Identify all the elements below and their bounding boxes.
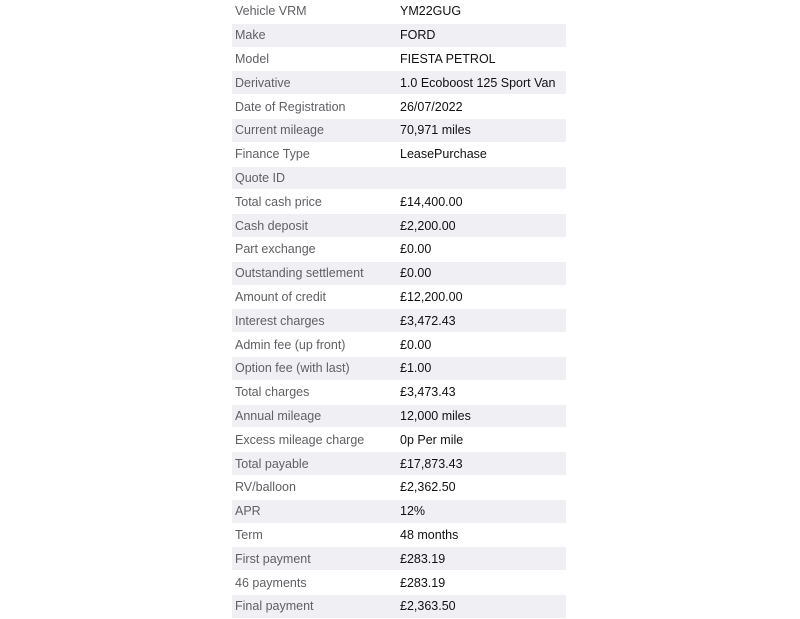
row-value: £283.19	[400, 551, 446, 566]
row-label: Date of Registration	[235, 99, 346, 114]
table-row-make	[232, 24, 566, 48]
row-value: FORD	[400, 28, 436, 43]
table-row-apr	[232, 500, 566, 524]
table-row-outstanding-settlement	[232, 262, 566, 286]
row-label: Interest charges	[235, 313, 325, 328]
row-value: £0.00	[400, 266, 432, 281]
row-label: Finance Type	[235, 147, 310, 162]
row-value: 1.0 Ecoboost 125 Sport Van	[400, 75, 556, 90]
row-value: 70,971 miles	[400, 123, 471, 138]
table-row-annual-mileage	[232, 405, 566, 429]
row-value: 12%	[400, 504, 426, 519]
row-value: 0p Per mile	[400, 432, 464, 447]
table-row-part-exchange	[232, 238, 566, 262]
row-label: Total payable	[235, 456, 309, 471]
table-row-term	[232, 524, 566, 548]
row-label: Current mileage	[235, 123, 324, 138]
row-label: Final payment	[235, 599, 314, 614]
table-row-46-payments	[232, 571, 566, 595]
row-value: £17,873.43	[400, 456, 463, 471]
row-label: Total charges	[235, 385, 310, 400]
table-row-total-charges	[232, 381, 566, 405]
row-label: Annual mileage	[235, 408, 322, 423]
row-label: Part exchange	[235, 242, 316, 257]
table-row-admin-fee	[232, 333, 566, 357]
row-value: £283.19	[400, 575, 446, 590]
table-row-model	[232, 48, 566, 72]
table-row-quote-id	[232, 167, 566, 191]
table-row-date-of-registration	[232, 95, 566, 119]
row-label: Amount of credit	[235, 289, 327, 304]
table-row-excess-mileage-charge	[232, 428, 566, 452]
row-value: £2,200.00	[400, 218, 456, 233]
row-label: APR	[235, 504, 261, 519]
row-value: YM22GUG	[400, 4, 462, 19]
table-row-first-payment	[232, 547, 566, 571]
row-value: £0.00	[400, 242, 432, 257]
row-label: Vehicle VRM	[235, 4, 307, 19]
row-value: 26/07/2022	[400, 99, 463, 114]
table-row-amount-of-credit	[232, 286, 566, 310]
table-row-interest-charges	[232, 309, 566, 333]
row-label: Derivative	[235, 75, 291, 90]
row-value: 12,000 miles	[400, 408, 471, 423]
row-value: £14,400.00	[400, 194, 463, 209]
table-row-vehicle-vrm	[232, 0, 566, 24]
finance-details-table	[232, 0, 566, 619]
row-label: Total cash price	[235, 194, 322, 209]
row-value: 48 months	[400, 527, 459, 542]
table-row-option-fee	[232, 357, 566, 381]
row-value: £2,362.50	[400, 480, 456, 495]
row-label: RV/balloon	[235, 480, 296, 495]
table-row-derivative	[232, 71, 566, 95]
table-row-finance-type	[232, 143, 566, 167]
row-value: £12,200.00	[400, 289, 463, 304]
row-value: £3,472.43	[400, 313, 456, 328]
table-row-total-cash-price	[232, 190, 566, 214]
table-row-total-payable	[232, 452, 566, 476]
row-value: £1.00	[400, 361, 432, 376]
row-label: 46 payments	[235, 575, 307, 590]
row-value: LeasePurchase	[400, 147, 487, 162]
row-label: Cash deposit	[235, 218, 308, 233]
row-label: Term	[235, 527, 263, 542]
table-row-cash-deposit	[232, 214, 566, 238]
row-label: Option fee (with last)	[235, 361, 350, 376]
row-value: FIESTA PETROL	[400, 51, 496, 66]
row-label: First payment	[235, 551, 311, 566]
row-label: Excess mileage charge	[235, 432, 365, 447]
row-value: £0.00	[400, 337, 432, 352]
row-label: Quote ID	[235, 170, 286, 185]
row-value: £3,473.43	[400, 385, 456, 400]
row-label: Model	[235, 51, 270, 66]
row-label: Admin fee (up front)	[235, 337, 346, 352]
table-row-rv-balloon	[232, 476, 566, 500]
table-row-final-payment	[232, 595, 566, 619]
row-label: Outstanding settlement	[235, 266, 364, 281]
row-value: £2,363.50	[400, 599, 456, 614]
row-label: Make	[235, 28, 266, 43]
table-row-current-mileage	[232, 119, 566, 143]
